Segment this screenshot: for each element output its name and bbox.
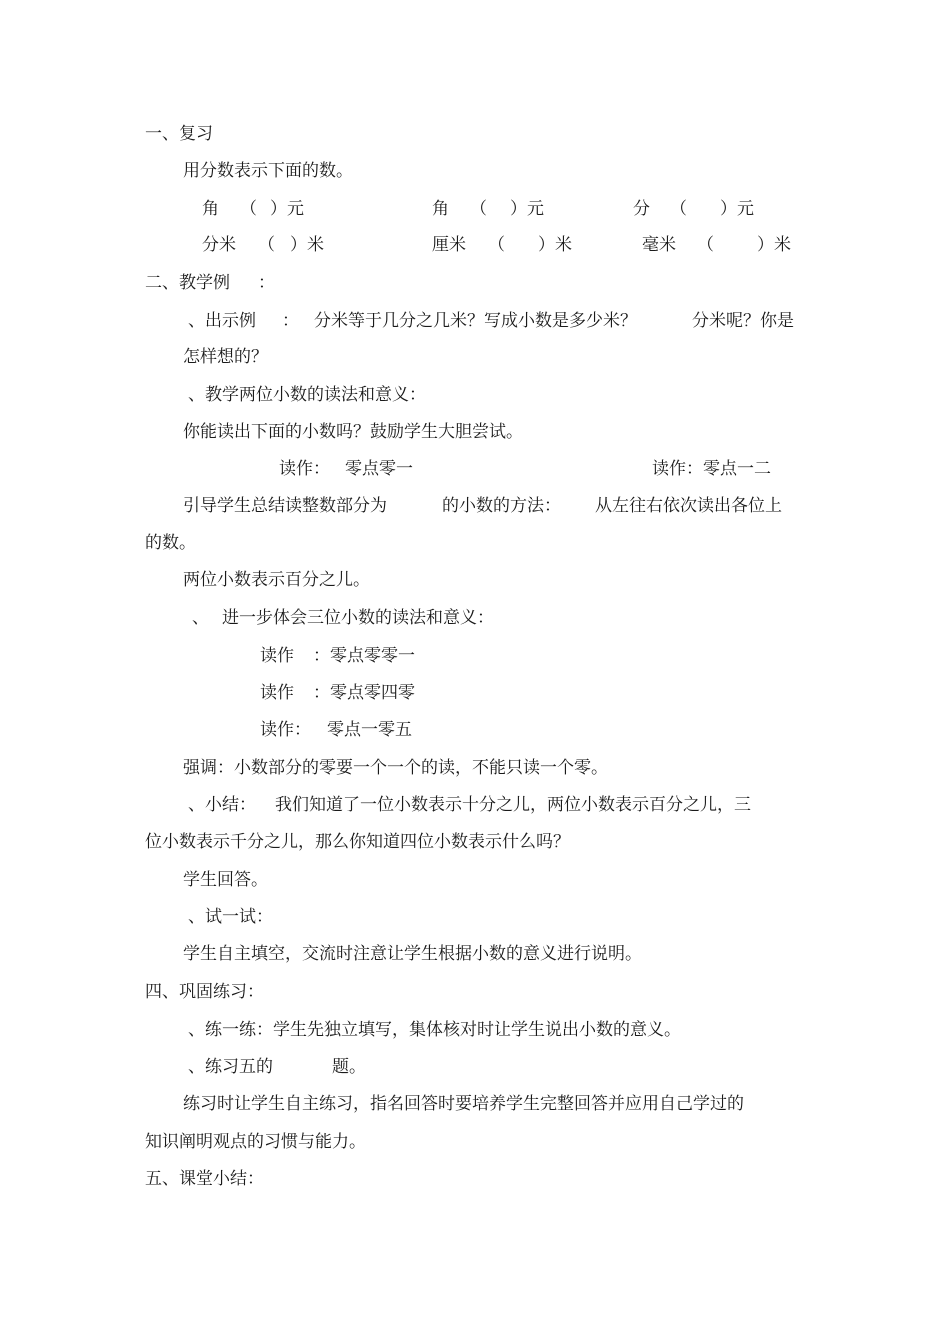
paragraph: 学生自主填空，交流时注意让学生根据小数的意义进行说明。 — [183, 944, 642, 964]
read-as-value: ：零点零零一 — [313, 646, 415, 666]
paren-close-unit: ）米 — [290, 235, 324, 255]
unit-label: 分米 — [202, 235, 236, 255]
paren-open: （ — [470, 199, 487, 219]
paragraph-continuation: 的数。 — [145, 533, 196, 553]
paragraph: 强调：小数部分的零要一个一个的读，不能只读一个零。 — [183, 758, 608, 778]
read-as-label: 读作： — [260, 720, 311, 740]
paragraph-colon: ： — [282, 311, 299, 331]
paren-close-unit: ）元 — [510, 199, 544, 219]
paren-open: （ — [488, 235, 505, 255]
paragraph: 题。 — [332, 1057, 366, 1077]
unit-label: 角 — [432, 199, 449, 219]
paragraph: 分米呢？你是 — [692, 311, 794, 331]
paragraph: 的小数的方法： — [442, 496, 561, 516]
paragraph: 我们知道了一位小数表示十分之儿，两位小数表示百分之儿，三 — [275, 795, 751, 815]
paragraph: 、练一练：学生先独立填写，集体核对时让学生说出小数的意义。 — [188, 1020, 681, 1040]
paren-open: （ — [240, 199, 257, 219]
read-as-line: 读作：零点一二 — [652, 459, 771, 479]
paragraph: 练习时让学生自主练习，指名回答时要培养学生完整回答并应用自己学过的 — [183, 1094, 744, 1114]
paragraph-label: 、小结： — [188, 795, 256, 815]
paragraph: 、教学两位小数的读法和意义： — [188, 385, 426, 405]
unit-label: 厘米 — [432, 235, 466, 255]
section-heading-review: 一、复习 — [145, 124, 213, 144]
paragraph: 你能读出下面的小数吗？鼓励学生大胆尝试。 — [183, 422, 523, 442]
section-heading-summary: 五、课堂小结： — [145, 1169, 264, 1189]
read-as-value: 零点零一 — [345, 459, 413, 479]
paragraph-mark: 、 — [192, 608, 209, 628]
paragraph: 两位小数表示百分之儿。 — [183, 570, 370, 590]
paren-close-unit: ）米 — [538, 235, 572, 255]
read-as-label: 读作 — [260, 646, 294, 666]
paragraph-continuation: 怎样想的？ — [183, 347, 268, 367]
unit-label: 毫米 — [642, 235, 676, 255]
section-heading-practice: 四、巩固练习： — [145, 982, 264, 1002]
paragraph: 从左往右依次读出各位上 — [595, 496, 782, 516]
paragraph: 、练习五的 — [188, 1057, 273, 1077]
read-as-value: ：零点零四零 — [313, 683, 415, 703]
heading-colon: ： — [258, 273, 275, 293]
read-as-label: 读作 — [260, 683, 294, 703]
paragraph-continuation: 知识阐明观点的习惯与能力。 — [145, 1132, 366, 1152]
paragraph-continuation: 位小数表示千分之儿，那么你知道四位小数表示什么吗？ — [145, 832, 570, 852]
paren-close-unit: ）米 — [757, 235, 791, 255]
paren-close-unit: ）元 — [270, 199, 304, 219]
paragraph-label: 、出示例 — [188, 311, 256, 331]
paragraph: 进一步体会三位小数的读法和意义： — [222, 608, 494, 628]
paren-open: （ — [670, 199, 687, 219]
paren-open: （ — [697, 235, 714, 255]
paragraph: 用分数表示下面的数。 — [183, 161, 353, 181]
read-as-value: 零点一零五 — [327, 720, 412, 740]
paren-open: （ — [258, 235, 275, 255]
unit-label: 角 — [202, 199, 219, 219]
unit-label: 分 — [633, 199, 650, 219]
read-as-label: 读作： — [279, 459, 330, 479]
paragraph: 引导学生总结读整数部分为 — [183, 496, 387, 516]
section-heading-teaching: 二、教学例 — [145, 273, 230, 293]
paragraph: 学生回答。 — [183, 870, 268, 890]
paragraph: 、试一试： — [188, 907, 273, 927]
paren-close-unit: ）元 — [720, 199, 754, 219]
paragraph: 分米等于几分之几米？写成小数是多少米？ — [314, 311, 637, 331]
